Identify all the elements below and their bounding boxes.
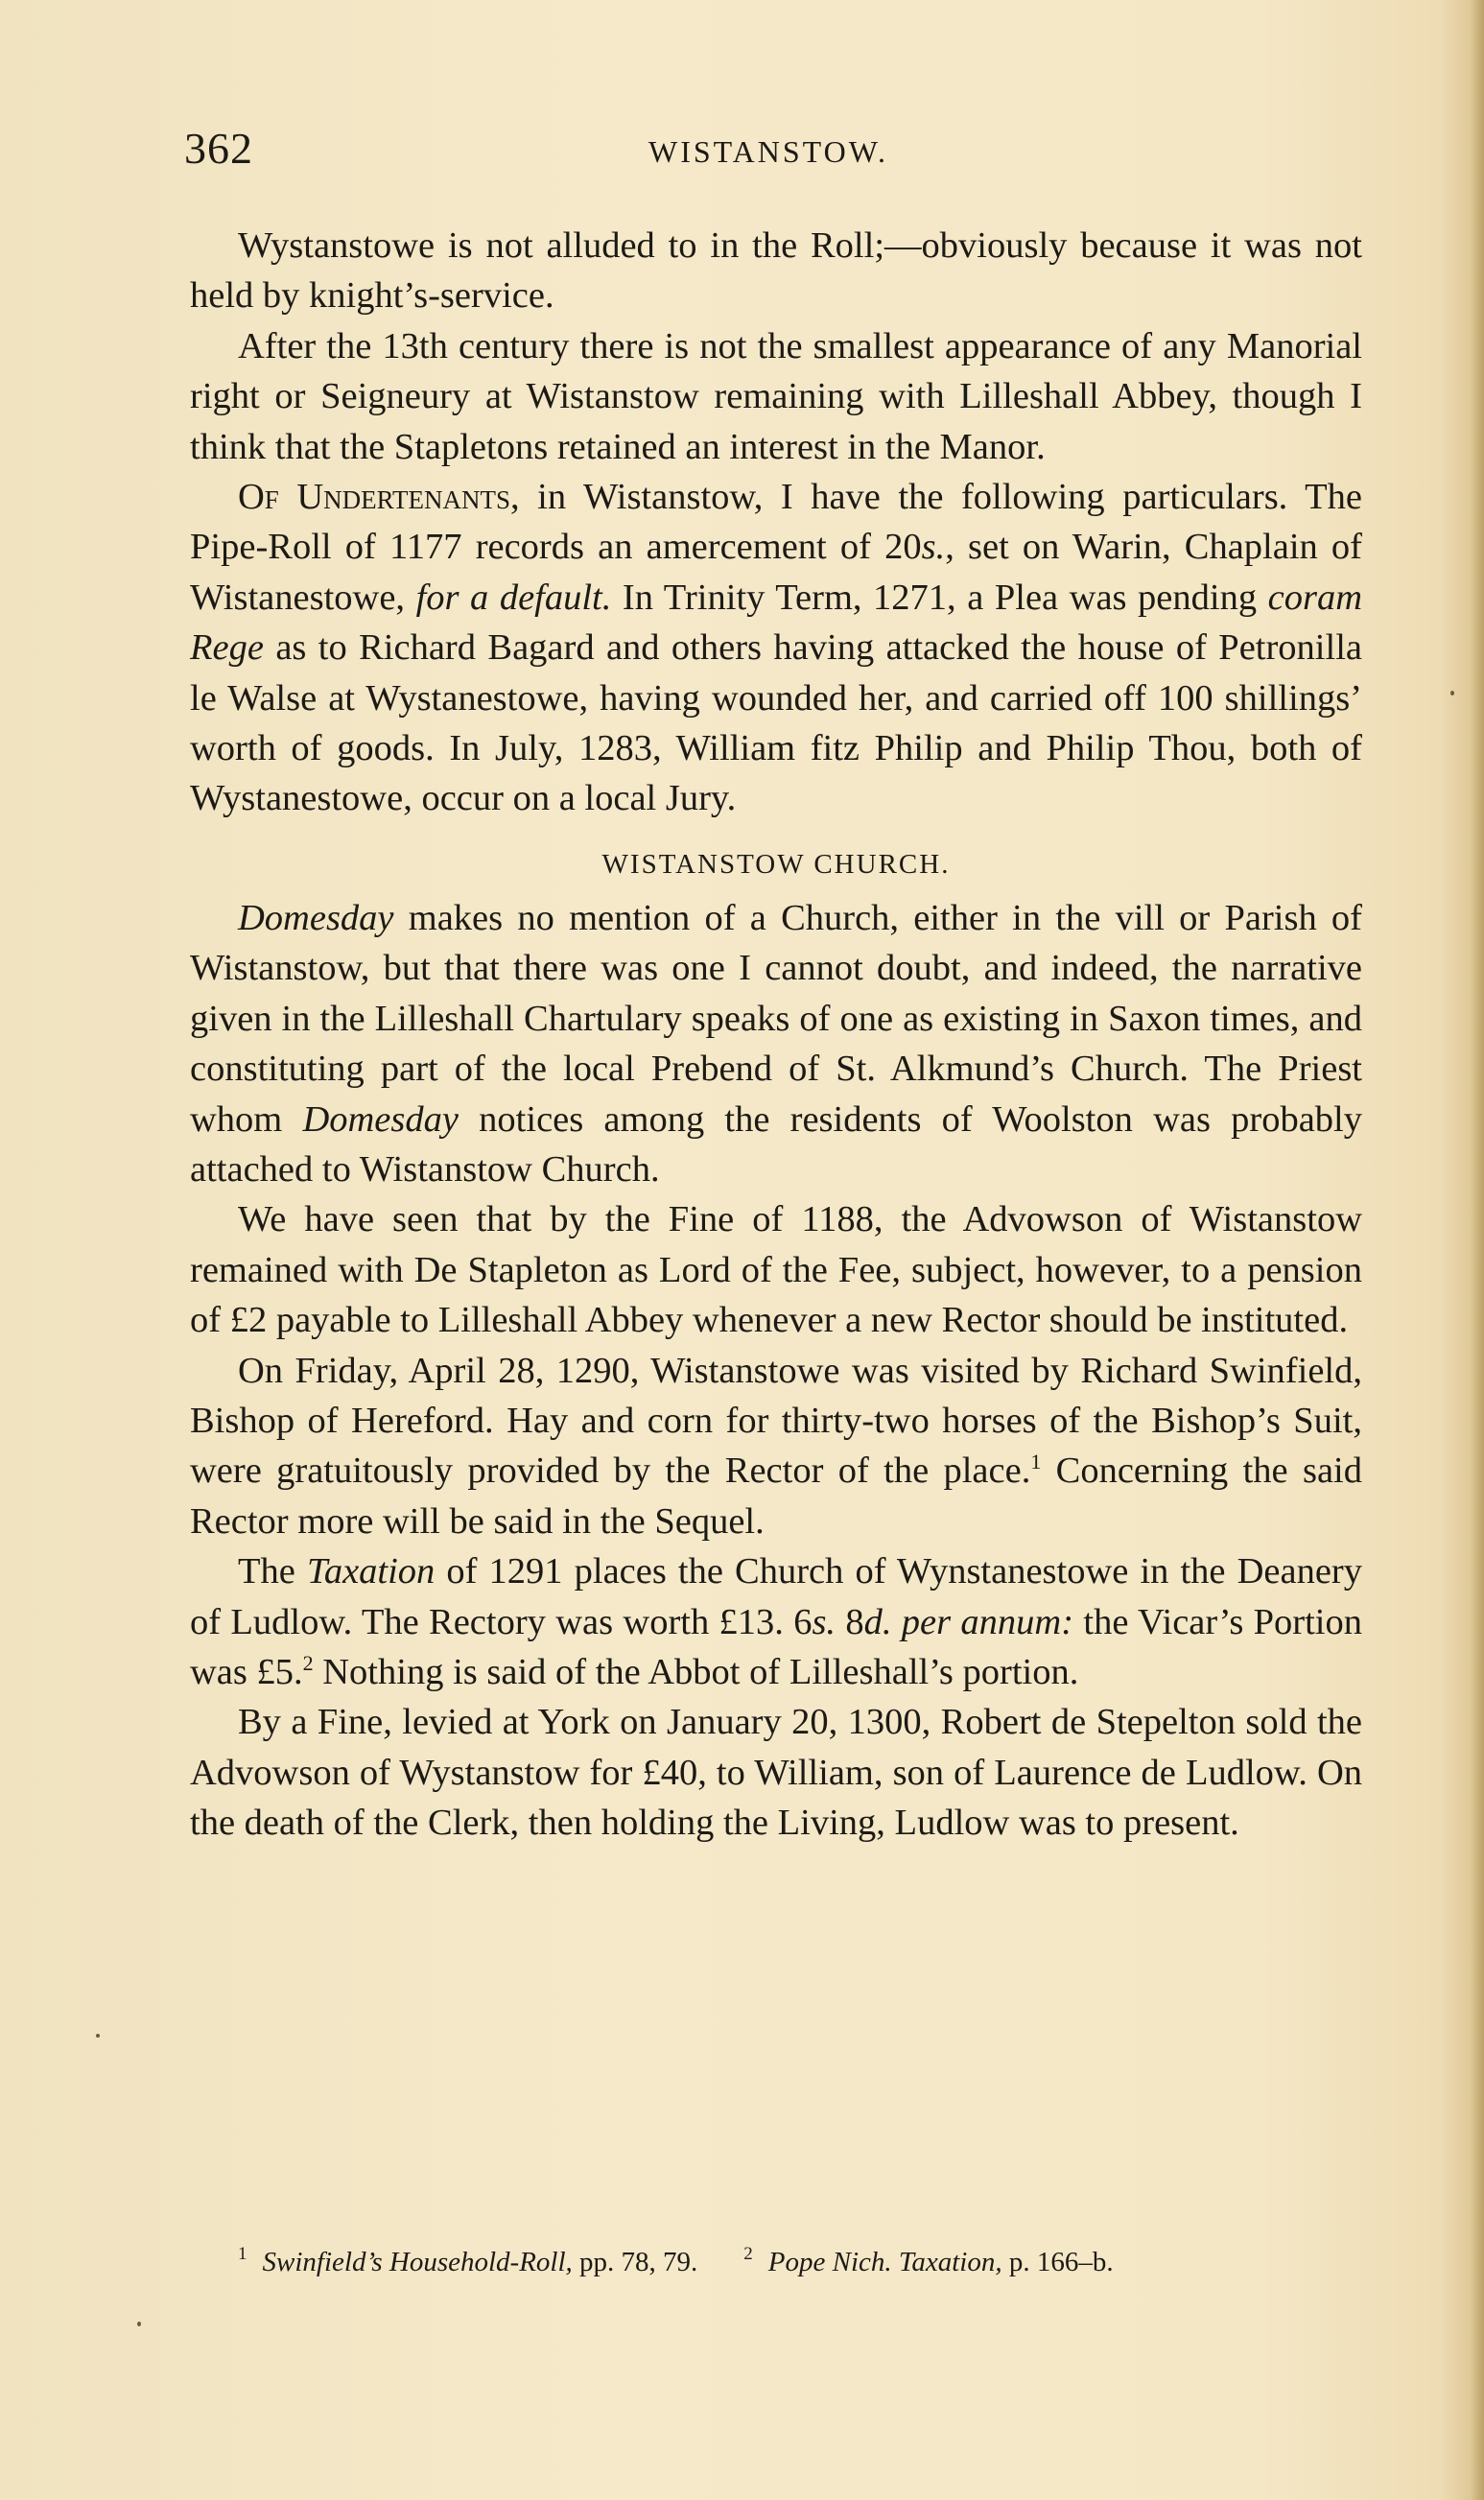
footnotes xyxy=(238,2243,1341,2281)
footnote-2 xyxy=(743,2243,1113,2281)
paragraph-5: We have seen that by the Fine of 1188, the Advowson of Wistanstow remained with De Stapleton as Lord of the Fee, subject, however, to a pension of £2 payable to Lilleshall Abbey whenever a new Rector should be instituted. xyxy=(190,1199,1362,1341)
paragraph-8: By a Fine, levied at York on January 20, 1300, Robert de Stepelton sold the Advowson of Wystanstow for £40, to William, son of Laurence de Ludlow. On the death of the Clerk, then holding the Living, Ludlow was to present. xyxy=(190,1702,1362,1844)
italic-run: coram Rege xyxy=(190,577,1362,669)
italic-run: s. xyxy=(812,1601,836,1642)
italic-run: Taxation xyxy=(306,1551,436,1592)
footnote-source: Swinfield’s Household-Roll, xyxy=(262,2247,573,2277)
text-run: in Wistanstow, I have the following particulars. The Pipe-Roll of 1177 records an amercement of 20 xyxy=(190,477,1362,568)
text-run: of 1291 places the Church of Wynstanestowe in the Deanery of Ludlow. The Rectory was worth £13. 6 xyxy=(190,1551,1362,1642)
footnote-1 xyxy=(238,2243,697,2281)
text-run: 8 xyxy=(836,1601,864,1642)
paragraph-2: After the 13th century there is not the smallest appearance of any Manorial right or Seigneury at Wistanstow remaining with Lilleshall Abbey, though I think that the Stapletons retained an interest in the Manor. xyxy=(190,325,1362,467)
text-run: In Trinity Term, 1271, a Plea was pending xyxy=(611,577,1268,618)
italic-run: s. xyxy=(921,527,946,568)
text-run: Concerning the said Rector more will be said in the Sequel. xyxy=(190,1450,1362,1542)
text-run: On Friday, April 28, 1290, Wistanstowe was visited by Richard Swinfield, Bishop of Hereford. Hay and corn for thirty-two horses of the Bishop’s Suit, were gratuitously provided by the Rector of the place. xyxy=(190,1350,1362,1492)
page-header xyxy=(184,123,1354,180)
text-run: , set on Warin, Chaplain of Wistanestowe, xyxy=(190,527,1362,618)
running-head: WISTANSTOW. xyxy=(648,134,888,169)
text-run: Nothing is said of the Abbot of Lilleshall’s portion. xyxy=(313,1651,1079,1692)
undertenants-heading: Of Undertenants, xyxy=(238,477,520,518)
paper-speck xyxy=(96,2034,100,2038)
paragraph-3 xyxy=(190,472,1362,824)
footnote-ref-1[interactable]: 1 xyxy=(1030,1450,1042,1474)
paragraph-6 xyxy=(190,1346,1362,1547)
footnote-mark: 1 xyxy=(238,2244,247,2264)
text-run: makes no mention of a Church, either in the vill or Parish of Wistanstow, but that there was one I cannot doubt, and indeed, the narrative given in the Lilleshall Chartulary speaks of one as existing in Saxon times, and constituting part of the local Prebend of St. Alkmund’s Church. The Priest whom xyxy=(190,897,1362,1140)
italic-run: for a default. xyxy=(415,577,612,618)
text-run: notices among the residents of Woolston was probably attached to Wistanstow Church. xyxy=(190,1098,1363,1190)
section-title: WISTANSTOW CHURCH. xyxy=(601,848,951,880)
paragraph-4 xyxy=(190,893,1362,1194)
italic-run: Domesday xyxy=(238,897,394,938)
paragraph-7 xyxy=(190,1546,1362,1697)
footnote-pages: p. 166–b. xyxy=(1001,2247,1114,2277)
footnote-mark: 2 xyxy=(743,2244,753,2264)
page-number: 362 xyxy=(184,124,253,173)
italic-run: Domesday xyxy=(302,1098,459,1140)
paper-speck xyxy=(1450,691,1454,696)
footnote-pages: pp. 78, 79. xyxy=(572,2247,698,2277)
footnote-ref-2[interactable]: 2 xyxy=(302,1650,314,1675)
paper-speck xyxy=(137,2322,141,2326)
footnote-source: Pope Nich. Taxation, xyxy=(767,2247,1002,2277)
paragraph-1: Wystanstowe is not alluded to in the Roll;—obviously because it was not held by knight’s-service. xyxy=(190,225,1362,317)
text-run: The xyxy=(238,1551,307,1592)
text-run: the Vicar’s Portion was £5. xyxy=(190,1601,1362,1692)
text-run: as to Richard Bagard and others having attacked the house of Petronilla le Walse at Wystanestowe, having wounded her, and carried off 100 shillings’ worth of goods. In July, 1283, William fitz Philip and Philip Thou, both of Wystanestowe, occur on a local Jury. xyxy=(190,627,1362,819)
body-text xyxy=(190,221,1362,1849)
italic-run: d. per annum: xyxy=(863,1601,1074,1642)
page-edge-shadow xyxy=(1471,0,1484,2500)
